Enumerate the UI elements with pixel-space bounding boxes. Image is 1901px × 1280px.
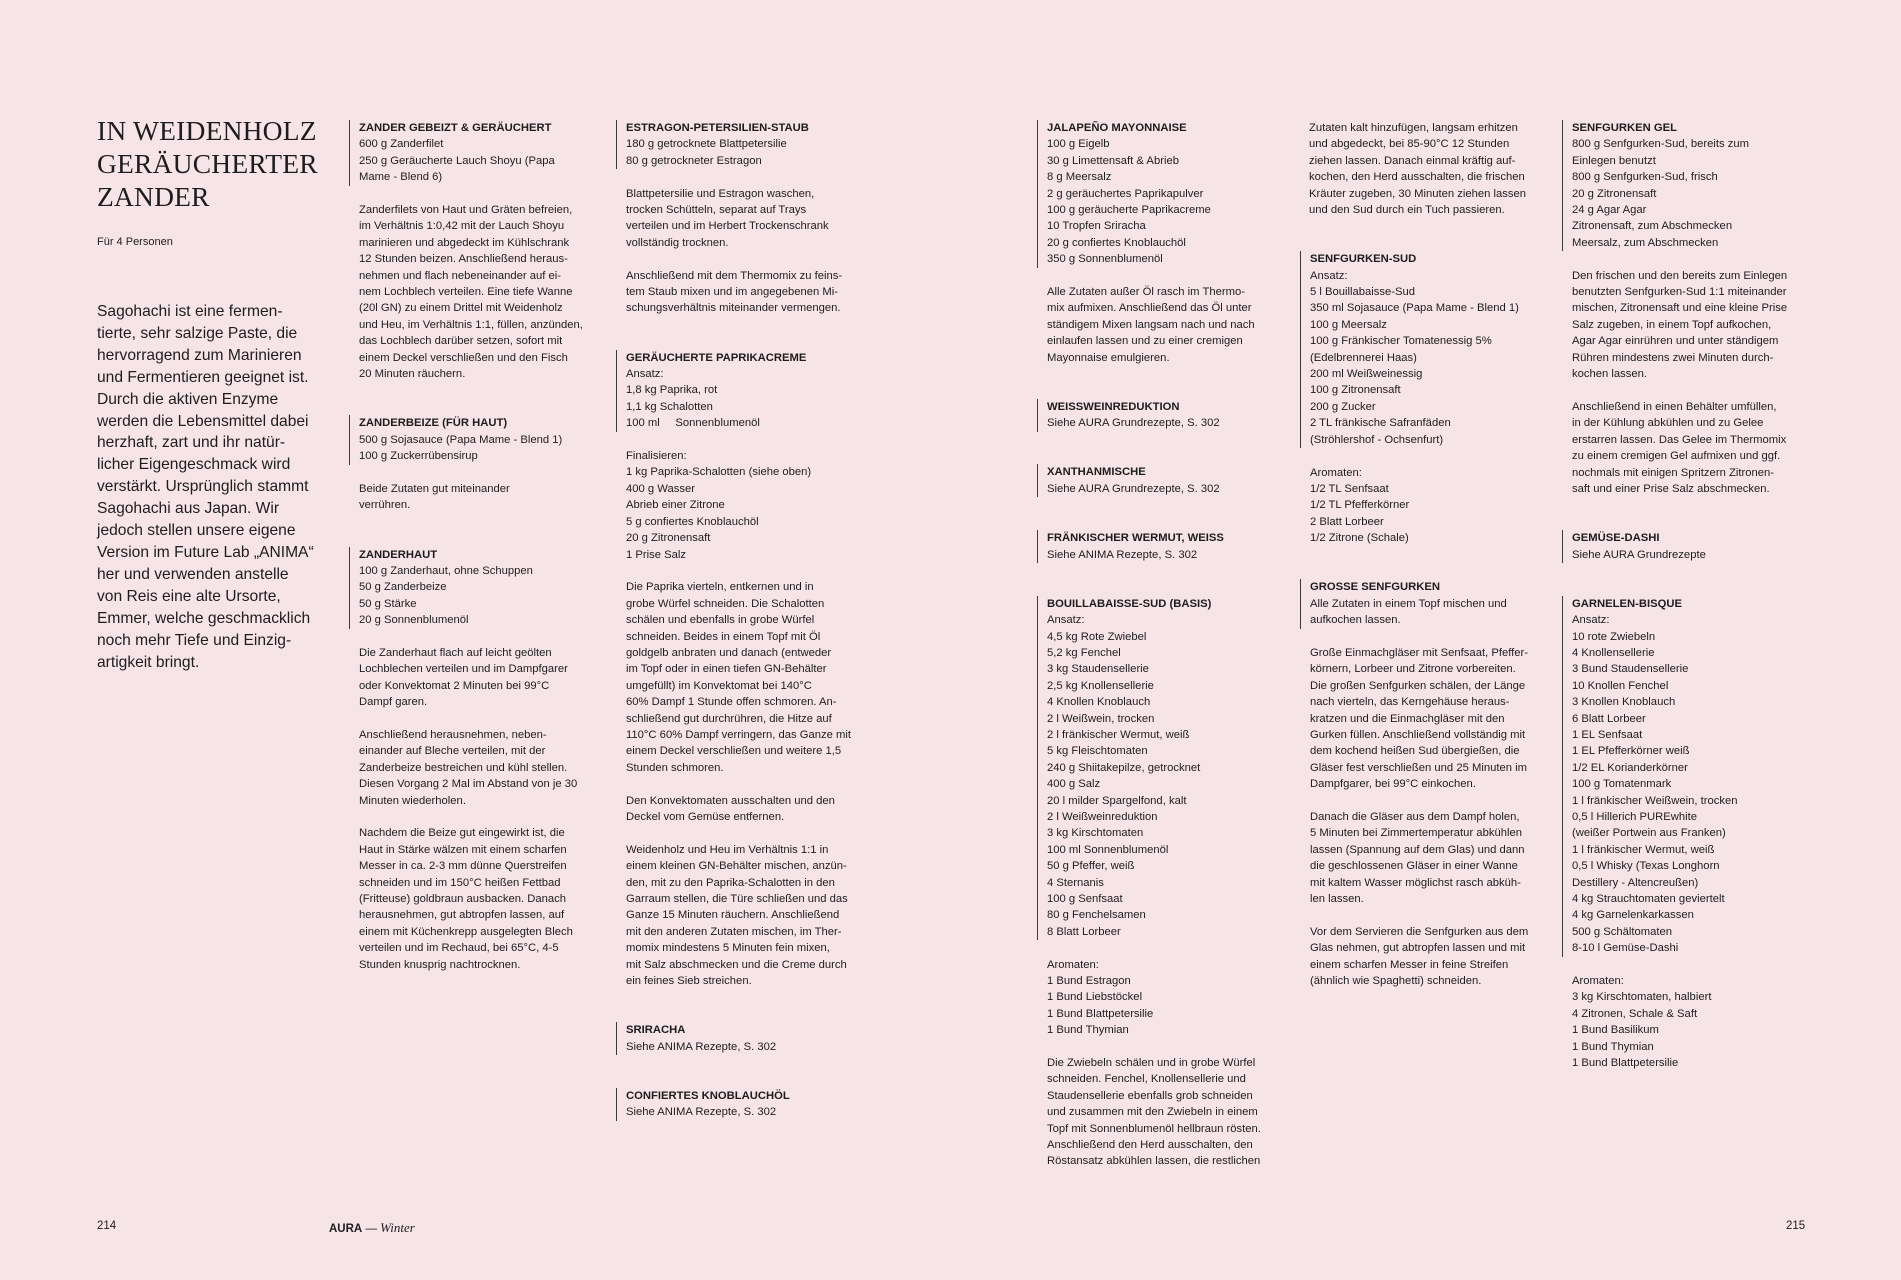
instruction-line: 1 Bund Liebstöckel	[1047, 991, 1143, 1004]
ingredient-line: 4 Sternanis	[1047, 876, 1104, 889]
instruction-line: verrühren.	[359, 499, 411, 512]
instruction-line: 110°C 60% Dampf verringern, das Ganze mit	[626, 728, 852, 741]
ingredient-line: 100 g Fränkischer Tomatenessig 5%	[1310, 335, 1492, 348]
instruction-line: Beide Zutaten gut miteinander	[359, 482, 510, 495]
instruction-line: Die großen Senfgurken schälen, der Länge	[1310, 679, 1526, 692]
ingredient-line: 10 rote Zwiebeln	[1572, 630, 1656, 643]
ingredient-line: 10 Tropfen Sriracha	[1047, 220, 1146, 233]
instruction-line: das Lochblech darüber setzen, sofort mit	[359, 335, 563, 348]
instruction-line: 2 Blatt Lorbeer	[1310, 515, 1384, 528]
recipe-section	[616, 120, 894, 169]
instruction-line: Mayonnaise emulgieren.	[1047, 351, 1170, 364]
recipe-section	[616, 1022, 894, 1055]
recipe-column-4	[1310, 120, 1578, 989]
ingredient-line: 50 g Zanderbeize	[359, 581, 447, 594]
instruction-line: (Fritteuse) goldbraun ausbacken. Danach	[359, 892, 566, 905]
instruction-paragraph	[359, 727, 627, 809]
instruction-line: Dampfgarer, bei 99°C einkochen.	[1310, 778, 1476, 791]
instruction-line: mischen, Zitronensaft und eine kleine Prise	[1572, 302, 1788, 315]
ingredient-line: 800 g Senfgurken-Sud, bereits zum	[1572, 138, 1749, 151]
recipe-section	[616, 350, 894, 432]
instruction-line: Die Zwiebeln schälen und in grobe Würfel	[1047, 1057, 1256, 1070]
instruction-line: einem Deckel verschließen und den Fisch	[359, 351, 568, 364]
instruction-line: marinieren und abgedeckt im Kühlschrank	[359, 236, 570, 249]
servings: Für 4 Personen	[97, 236, 173, 248]
ingredient-line: 0,5 l Whisky (Texas Longhorn	[1572, 860, 1720, 873]
ingredient-line: 4 Knollen Knoblauch	[1047, 696, 1151, 709]
instruction-line: 1/2 TL Pfefferkörner	[1310, 499, 1410, 512]
instruction-line: Den frischen und den bereits zum Einlegen	[1572, 269, 1788, 282]
instruction-line: einem scharfen Messer in feine Streifen	[1310, 958, 1509, 971]
ingredient-line: 4 kg Garnelenkarkassen	[1572, 909, 1694, 922]
instruction-line: benutzten Senfgurken-Sud 1:1 miteinander	[1572, 286, 1787, 299]
ingredient-line: 50 g Stärke	[359, 597, 417, 610]
instruction-line: 4 Zitronen, Schale & Saft	[1572, 1007, 1698, 1020]
instruction-line: 1 Bund Blattpetersilie	[1572, 1057, 1679, 1070]
ingredient-line: und den Sud durch ein Tuch passieren.	[1309, 204, 1505, 217]
ingredient-line: Ansatz:	[1572, 614, 1610, 627]
instruction-line: Dampf garen.	[359, 696, 428, 709]
section-title: FRÄNKISCHER WERMUT, WEISS	[1047, 532, 1224, 545]
ingredient-line: Siehe AURA Grundrezepte	[1572, 548, 1706, 561]
instruction-line: Staudensellerie ebenfalls grob schneiden	[1047, 1089, 1253, 1102]
recipe-section	[349, 547, 627, 629]
instruction-line: saft und einer Prise Salz abschmecken.	[1572, 482, 1770, 495]
ingredient-line: 10 Knollen Fenchel	[1572, 679, 1669, 692]
ingredient-line: 200 g Zucker	[1310, 400, 1376, 413]
instruction-line: mix aufmixen. Anschließend das Öl unter	[1047, 302, 1252, 315]
magazine-name: AURA	[329, 1223, 363, 1235]
instruction-paragraph	[626, 793, 894, 826]
instruction-line: Deckel vom Gemüse entfernen.	[626, 810, 785, 823]
ingredient-line: 1 l fränkischer Wermut, weiß	[1572, 843, 1715, 856]
recipe-section	[1037, 596, 1315, 941]
instruction-line: einem kleinen GN-Behälter mischen, anzün-	[626, 860, 847, 873]
ingredient-line: aufkochen lassen.	[1310, 614, 1401, 627]
instruction-line: den, mit zu den Paprika-Schalotten in den	[626, 876, 835, 889]
instruction-line: ständigem Mixen langsam nach und nach	[1047, 318, 1255, 331]
instruction-paragraph	[359, 202, 627, 382]
instruction-line: herausnehmen, gut abtropfen lassen, auf	[359, 909, 565, 922]
instruction-paragraph	[1310, 924, 1578, 990]
instruction-line: Glas nehmen, gut abtropfen lassen und mit	[1310, 942, 1526, 955]
ingredient-line: 3 kg Staudensellerie	[1047, 663, 1149, 676]
ingredient-line: 2,5 kg Knollensellerie	[1047, 679, 1154, 692]
ingredient-line: Kräuter zugeben, 30 Minuten ziehen lassen	[1309, 187, 1527, 200]
instruction-line: 400 g Wasser	[626, 482, 695, 495]
recipe-section	[1300, 120, 1578, 218]
instruction-line: im Verhältnis 1:0,42 mit der Lauch Shoyu	[359, 220, 565, 233]
ingredient-line: 100 g geräucherte Paprikacreme	[1047, 204, 1211, 217]
ingredient-line: 240 g Shiitakepilze, getrocknet	[1047, 761, 1201, 774]
ingredient-line: 180 g getrocknete Blattpetersilie	[626, 138, 787, 151]
ingredient-line: 100 ml Sonnenblumenöl	[626, 417, 760, 430]
instruction-line: 20 Minuten räuchern.	[359, 368, 466, 381]
instruction-line: dem kochend heißen Sud übergießen, die	[1310, 745, 1520, 758]
instruction-line: Agar Agar einrühren und unter ständigem	[1572, 335, 1779, 348]
instruction-line: schneiden. Fenchel, Knollensellerie und	[1047, 1073, 1246, 1086]
instruction-line: Anschließend in einen Behälter umfüllen,	[1572, 400, 1777, 413]
instruction-line: Vor dem Servieren die Senfgurken aus dem	[1310, 925, 1529, 938]
section-title: SENFGURKEN-SUD	[1310, 253, 1417, 266]
instruction-paragraph	[359, 825, 627, 973]
instruction-paragraph	[1310, 465, 1578, 547]
ingredient-line: 4 kg Strauchtomaten geviertelt	[1572, 893, 1725, 906]
ingredient-line: 250 g Geräucherte Lauch Shoyu (Papa	[359, 154, 555, 167]
instruction-line: einlaufen lassen und zu einer cremigen	[1047, 335, 1243, 348]
instruction-line: Gläser fest verschließen und 25 Minuten im	[1310, 761, 1527, 774]
ingredient-line: ziehen lassen. Danach einmal kräftig auf-	[1309, 154, 1516, 167]
instruction-line: len lassen.	[1310, 893, 1364, 906]
instruction-line: im Topf oder in einen tiefen GN-Behälter	[626, 663, 827, 676]
ingredient-line: 8 g Meersalz	[1047, 171, 1112, 184]
ingredient-line: 5 l Bouillabaisse-Sud	[1310, 286, 1416, 299]
ingredient-line: 2 l fränkischer Wermut, weiß	[1047, 728, 1190, 741]
instruction-line: ein feines Sieb streichen.	[626, 975, 752, 988]
running-footer	[329, 1220, 415, 1236]
instruction-line: Danach die Gläser aus dem Dampf holen,	[1310, 810, 1520, 823]
instruction-line: Zanderfilets von Haut und Gräten befreien,	[359, 204, 573, 217]
section-title: XANTHANMISCHE	[1047, 466, 1146, 479]
ingredient-line: 4,5 kg Rote Zwiebel	[1047, 630, 1147, 643]
section-title: GERÄUCHERTE PAPRIKACREME	[626, 351, 807, 364]
ingredient-line: 100 g Zuckerrübensirup	[359, 450, 478, 463]
instruction-line: Garraum stellen, die Türe schließen und das	[626, 892, 848, 905]
instruction-paragraph	[1310, 645, 1578, 793]
ingredient-line: 600 g Zanderfilet	[359, 138, 444, 151]
instruction-line: 20 g Zitronensaft	[626, 532, 711, 545]
instruction-paragraph	[1572, 973, 1840, 1071]
instruction-line: 12 Stunden beizen. Anschließend heraus-	[359, 253, 568, 266]
recipe-section	[1562, 120, 1840, 251]
instruction-paragraph	[626, 186, 894, 252]
ingredient-line: Meersalz, zum Abschmecken	[1572, 236, 1719, 249]
ingredient-line: 20 l milder Spargelfond, kalt	[1047, 794, 1187, 807]
instruction-line: kochen lassen.	[1572, 368, 1648, 381]
instruction-paragraph	[626, 268, 894, 317]
ingredient-line: Mame - Blend 6)	[359, 171, 443, 184]
instruction-line: 60% Dampf 1 Stunde offen schmoren. An-	[626, 696, 837, 709]
instruction-line: Messer in ca. 2-3 mm dünne Querstreifen	[359, 860, 567, 873]
instruction-line: Haut in Stärke wälzen mit einem scharfen	[359, 843, 567, 856]
ingredient-line: 8-10 l Gemüse-Dashi	[1572, 942, 1679, 955]
recipe-section	[349, 120, 627, 186]
instruction-paragraph	[359, 645, 627, 711]
ingredient-line: 100 g Zitronensaft	[1310, 384, 1401, 397]
instruction-paragraph	[626, 579, 894, 776]
recipe-section	[1300, 251, 1578, 448]
recipe-title: IN WEIDENHOLZ GERÄUCHERTER ZANDER	[97, 115, 318, 212]
season-label: Winter	[380, 1220, 415, 1235]
instruction-line: lassen (Spannung auf dem Glas) und dann	[1310, 843, 1525, 856]
instruction-line: 5 g confiertes Knoblauchöl	[626, 515, 759, 528]
instruction-line: 1/2 TL Senfsaat	[1310, 482, 1389, 495]
instruction-line: Zanderbeize bestreichen und kühl stellen.	[359, 761, 568, 774]
section-title: CONFIERTES KNOBLAUCHÖL	[626, 1089, 790, 1102]
instruction-line: Röstansatz abkühlen lassen, die restlichen	[1047, 1155, 1261, 1168]
ingredient-line: 2 l Weißweinreduktion	[1047, 810, 1158, 823]
instruction-line: mit den anderen Zutaten mischen, im Ther-	[626, 925, 842, 938]
instruction-line: einem Deckel verschließen und weitere 1,5	[626, 745, 842, 758]
section-title: GARNELEN-BISQUE	[1572, 597, 1683, 610]
section-title: ZANDERBEIZE (FÜR HAUT)	[359, 417, 508, 430]
instruction-line: nehmen und flach nebeneinander auf ei-	[359, 269, 562, 282]
section-title: GEMÜSE-DASHI	[1572, 532, 1660, 545]
instruction-paragraph	[1572, 399, 1840, 497]
instruction-line: einander auf Bleche verteilen, mit der	[359, 745, 546, 758]
instruction-line: kratzen und die Einmachgläser mit den	[1310, 712, 1505, 725]
ingredient-line: 1 EL Pfefferkörner weiß	[1572, 745, 1690, 758]
instruction-paragraph	[1572, 268, 1840, 383]
recipe-section	[1562, 596, 1840, 957]
ingredient-line: Siehe AURA Grundrezepte, S. 302	[1047, 417, 1220, 430]
recipe-section	[1037, 120, 1315, 268]
instruction-line: mit Salz abschmecken und die Creme durch	[626, 958, 847, 971]
section-title: ESTRAGON-PETERSILIEN-STAUB	[626, 122, 809, 134]
section-title: BOUILLABAISSE-SUD (BASIS)	[1047, 597, 1212, 610]
instruction-line: Blattpetersilie und Estragon waschen,	[626, 187, 815, 200]
ingredient-line: 500 g Sojasauce (Papa Mame - Blend 1)	[359, 433, 563, 446]
ingredient-line: Destillery - Altencreußen)	[1572, 876, 1699, 889]
instruction-line: schneiden und im 150°C heißen Fettbad	[359, 876, 561, 889]
ingredient-line: 50 g Pfeffer, weiß	[1047, 860, 1135, 873]
section-title: ZANDER GEBEIZT & GERÄUCHERT	[359, 122, 552, 134]
instruction-line: und Heu, im Verhältnis 1:1, füllen, anzünden,	[359, 318, 583, 331]
ingredient-line: 3 kg Kirschtomaten	[1047, 827, 1144, 840]
instruction-line: 1 Bund Basilikum	[1572, 1024, 1659, 1037]
instruction-line: Die Paprika vierteln, entkernen und in	[626, 581, 814, 594]
instruction-line: mit kaltem Wasser möglichst rasch abküh-	[1310, 876, 1521, 889]
section-title: GROSSE SENFGURKEN	[1310, 581, 1441, 594]
instruction-line: 5 Minuten bei Zimmertemperatur abkühlen	[1310, 827, 1522, 840]
ingredient-line: Ansatz:	[1310, 269, 1348, 282]
instruction-line: Anschließend mit dem Thermomix zu feins-	[626, 269, 843, 282]
instruction-line: Anschließend herausnehmen, neben-	[359, 728, 547, 741]
ingredient-line: 400 g Salz	[1047, 778, 1101, 791]
instruction-line: Ganze 15 Minuten räuchern. Anschließend	[626, 909, 840, 922]
ingredient-line: 1,8 kg Paprika, rot	[626, 384, 718, 397]
recipe-section	[1037, 399, 1315, 432]
page-number-left: 214	[97, 1220, 117, 1232]
ingredient-line: 1 EL Senfsaat	[1572, 728, 1643, 741]
ingredient-line: Ansatz:	[626, 368, 664, 381]
ingredient-line: 30 g Limettensaft & Abrieb	[1047, 154, 1179, 167]
ingredient-line: 350 g Sonnenblumenöl	[1047, 253, 1163, 266]
instruction-line: und zusammen mit den Zwiebeln in einem	[1047, 1106, 1258, 1119]
ingredient-line: Siehe ANIMA Rezepte, S. 302	[1047, 548, 1198, 561]
instruction-line: nochmals mit einigen Spritzern Zitronen-	[1572, 466, 1774, 479]
instruction-line: nem Lochblech verteilen. Eine tiefe Wanne	[359, 286, 573, 299]
instruction-line: (20l GN) zu einem Drittel mit Weidenholz	[359, 302, 563, 315]
ingredient-line: 80 g Fenchelsamen	[1047, 909, 1146, 922]
ingredient-line: Siehe ANIMA Rezepte, S. 302	[626, 1040, 777, 1053]
instruction-paragraph	[626, 448, 894, 563]
recipe-column-1	[359, 120, 627, 973]
instruction-line: Alle Zutaten außer Öl rasch im Thermo-	[1047, 286, 1245, 299]
ingredient-line: 0,5 l Hillerich PUREwhite	[1572, 811, 1698, 823]
ingredient-line: 2 g geräuchertes Paprikapulver	[1047, 187, 1204, 200]
ingredient-line: und abgedeckt, bei 85-90°C 12 Stunden	[1309, 138, 1510, 151]
ingredient-line: 100 g Tomatenmark	[1572, 778, 1672, 791]
instruction-line: 1 Bund Thymian	[1047, 1024, 1129, 1037]
ingredient-line: 2 l Weißwein, trocken	[1047, 712, 1155, 725]
instruction-line: schungsverhältnis miteinander vermengen.	[626, 302, 841, 315]
left-page	[0, 0, 950, 1280]
instruction-line: vollständig trocknen.	[626, 236, 729, 249]
instruction-line: 1 Bund Blattpetersilie	[1047, 1007, 1154, 1020]
section-title: JALAPEÑO MAYONNAISE	[1047, 122, 1187, 134]
instruction-line: schneiden. Beides in einem Topf mit Öl	[626, 630, 821, 643]
instruction-line: Abrieb einer Zitrone	[626, 499, 725, 512]
instruction-line: Weidenholz und Heu im Verhältnis 1:1 in	[626, 843, 829, 856]
section-title: SRIRACHA	[626, 1024, 686, 1037]
right-page	[951, 0, 1901, 1280]
instruction-line: Finalisieren:	[626, 450, 687, 463]
ingredient-line: 800 g Senfgurken-Sud, frisch	[1572, 171, 1718, 184]
ingredient-line: Siehe AURA Grundrezepte, S. 302	[1047, 482, 1220, 495]
instruction-line: 1 Prise Salz	[626, 548, 687, 561]
ingredient-line: Zutaten kalt hinzufügen, langsam erhitzen	[1309, 122, 1518, 134]
ingredient-line: Ansatz:	[1047, 614, 1085, 627]
instruction-line: Stunden knusprig nachtrocknen.	[359, 958, 521, 971]
recipe-section	[616, 1088, 894, 1121]
ingredient-line: Alle Zutaten in einem Topf mischen und	[1310, 597, 1507, 610]
ingredient-line: 5,2 kg Fenchel	[1047, 646, 1121, 659]
instruction-line: Anschließend den Herd ausschalten, den	[1047, 1139, 1253, 1152]
ingredient-line: Einlegen benutzt	[1572, 154, 1656, 167]
ingredient-line: 200 ml Weißweinessig	[1310, 368, 1423, 381]
instruction-line: Nachdem die Beize gut eingewirkt ist, die	[359, 827, 565, 840]
instruction-paragraph	[359, 481, 627, 514]
ingredient-line: 20 g Zitronensaft	[1572, 187, 1657, 200]
instruction-line: 1 Bund Estragon	[1047, 975, 1131, 988]
ingredient-line: Zitronensaft, zum Abschmecken	[1572, 220, 1733, 233]
ingredient-line: (Edelbrennerei Haas)	[1310, 351, 1417, 364]
instruction-line: oder Konvektomat 2 Minuten bei 99°C	[359, 679, 550, 692]
instruction-line: Diesen Vorgang 2 Mal im Abstand von je 30	[359, 778, 578, 791]
recipe-section	[349, 415, 627, 464]
ingredient-line: 6 Blatt Lorbeer	[1572, 712, 1646, 725]
recipe-section	[1037, 464, 1315, 497]
instruction-line: umgefüllt) im Konvektomat bei 140°C	[626, 679, 812, 692]
instruction-line: Minuten wiederholen.	[359, 794, 466, 807]
ingredient-line: 24 g Agar Agar	[1572, 204, 1647, 217]
instruction-line: schließend gut durchrühren, die Hitze auf	[626, 712, 832, 725]
instruction-line: einem mit Küchenkrepp ausgelegten Blech	[359, 925, 573, 938]
recipe-column-2	[626, 120, 894, 1121]
ingredient-line: Siehe ANIMA Rezepte, S. 302	[626, 1106, 777, 1119]
instruction-line: Aromaten:	[1047, 958, 1099, 971]
instruction-line: Die Zanderhaut flach auf leicht geölten	[359, 646, 552, 659]
instruction-line: Aromaten:	[1310, 466, 1362, 479]
ingredient-line: (Ströhlershof - Ochsenfurt)	[1310, 433, 1444, 446]
ingredient-line: 4 Knollensellerie	[1572, 646, 1655, 659]
ingredient-line: 350 ml Sojasauce (Papa Mame - Blend 1)	[1310, 302, 1519, 315]
instruction-line: 1 Bund Thymian	[1572, 1040, 1654, 1053]
ingredient-line: (weißer Portwein aus Franken)	[1572, 827, 1726, 840]
instruction-paragraph	[626, 842, 894, 990]
instruction-line: schälen und ebenfalls in grobe Würfel	[626, 614, 815, 627]
instruction-line: Salz zugeben, in einem Topf aufkochen,	[1572, 318, 1772, 331]
instruction-line: 3 kg Kirschtomaten, halbiert	[1572, 991, 1712, 1004]
page-number-right: 215	[1786, 1220, 1806, 1232]
instruction-line: verteilen und im Rechaud, bei 65°C, 4-5	[359, 942, 559, 955]
instruction-line: goldgelb anbraten und danach (entweder	[626, 646, 832, 659]
instruction-line: trocken Schütteln, separat auf Trays	[626, 204, 807, 217]
section-title: SENFGURKEN GEL	[1572, 122, 1678, 134]
ingredient-line: 3 Knollen Knoblauch	[1572, 696, 1676, 709]
recipe-column-3	[1047, 120, 1315, 1170]
instruction-line: in der Kühlung abkühlen und zu Gelee	[1572, 417, 1764, 430]
instruction-line: Den Konvektomaten ausschalten und den	[626, 794, 835, 807]
section-title: ZANDERHAUT	[359, 548, 438, 561]
instruction-line: erstarren lassen. Das Gelee im Thermomix	[1572, 433, 1787, 446]
instruction-line: verteilen und im Herbert Trockenschrank	[626, 220, 829, 233]
instruction-line: momix mindestens 5 Minuten fein mixen,	[626, 942, 830, 955]
instruction-line: Rühren mindestens zwei Minuten durch-	[1572, 351, 1774, 364]
ingredient-line: 20 g confiertes Knoblauchöl	[1047, 236, 1186, 249]
instruction-line: Gurken füllen. Anschließend vollständig mit	[1310, 728, 1526, 741]
ingredient-line: 100 g Eigelb	[1047, 138, 1110, 151]
instruction-line: grobe Würfel schneiden. Die Schalotten	[626, 597, 825, 610]
ingredient-line: 1/2 EL Korianderkörner	[1572, 761, 1688, 774]
recipe-section	[1037, 530, 1315, 563]
ingredient-line: 2 TL fränkische Safranfäden	[1310, 417, 1451, 430]
instruction-paragraph	[1047, 957, 1315, 1039]
instruction-line: die geschlossenen Gläser in einer Wanne	[1310, 860, 1518, 873]
ingredient-line: kochen, den Herd ausschalten, die frischen	[1309, 171, 1525, 184]
instruction-line: Topf mit Sonnenblumenöl hellbraun rösten.	[1047, 1122, 1261, 1135]
instruction-paragraph	[1047, 1055, 1315, 1170]
ingredient-line: 3 Bund Staudensellerie	[1572, 663, 1689, 676]
ingredient-line: 100 g Senfsaat	[1047, 893, 1123, 906]
instruction-paragraph	[1047, 284, 1315, 366]
instruction-line: Stunden schmoren.	[626, 761, 724, 774]
ingredient-line: 20 g Sonnenblumenöl	[359, 614, 469, 627]
ingredient-line: 100 g Zanderhaut, ohne Schuppen	[359, 564, 533, 577]
intro-text: Sagohachi ist eine fermentierte, sehr salzige Paste, die hervorragend zum Marinieren und Fermentieren geeignet ist. Durch die aktiven Enzyme werden die Lebensmittel dabei herzhaft, zart und ihr natürlicher Eigengeschmack wird verstärkt. Ursprünglich stammt Sagohachi aus Japan. Wir jedoch stellen unsere eigene Version im Future Lab „ANIMA“ her und verwenden anstelle von Reis eine alte Ursorte, Emmer, welche geschmacklich noch mehr Tiefe und Einzigartigkeit bringt.	[97, 303, 314, 671]
instruction-line: körnern, Lorbeer und Zitrone vorbereiten.	[1310, 663, 1516, 676]
instruction-line: tem Staub mixen und im angegebenen Mi-	[626, 286, 838, 299]
recipe-column-5	[1572, 120, 1840, 1071]
ingredient-line: 8 Blatt Lorbeer	[1047, 925, 1121, 938]
instruction-line: Lochblechen verteilen und im Dampfgarer	[359, 663, 568, 676]
instruction-line: Aromaten:	[1572, 975, 1624, 988]
instruction-line: 1 kg Paprika-Schalotten (siehe oben)	[626, 466, 812, 479]
instruction-paragraph	[1310, 809, 1578, 907]
instruction-line: (ähnlich wie Spaghetti) schneiden.	[1310, 975, 1482, 988]
footer-dash: —	[365, 1223, 377, 1235]
ingredient-line: 1 l fränkischer Weißwein, trocken	[1572, 794, 1738, 807]
instruction-line: zu einem cremigen Gel aufmixen und ggf.	[1572, 450, 1781, 463]
ingredient-line: 80 g getrockneter Estragon	[626, 154, 762, 167]
ingredient-line: 100 ml Sonnenblumenöl	[1047, 843, 1169, 856]
section-title: WEISSWEINREDUKTION	[1047, 400, 1180, 413]
recipe-section	[1300, 579, 1578, 628]
ingredient-line: 1,1 kg Schalotten	[626, 400, 713, 413]
instruction-line: Große Einmachgläser mit Senfsaat, Pfeffer-	[1310, 646, 1529, 659]
ingredient-line: 5 kg Fleischtomaten	[1047, 745, 1148, 758]
instruction-line: nach vierteln, das Kerngehäuse heraus-	[1310, 696, 1510, 709]
recipe-section	[1562, 530, 1840, 563]
ingredient-line: 500 g Schältomaten	[1572, 925, 1673, 938]
instruction-line: 1/2 Zitrone (Schale)	[1310, 532, 1409, 545]
ingredient-line: 100 g Meersalz	[1310, 318, 1387, 331]
